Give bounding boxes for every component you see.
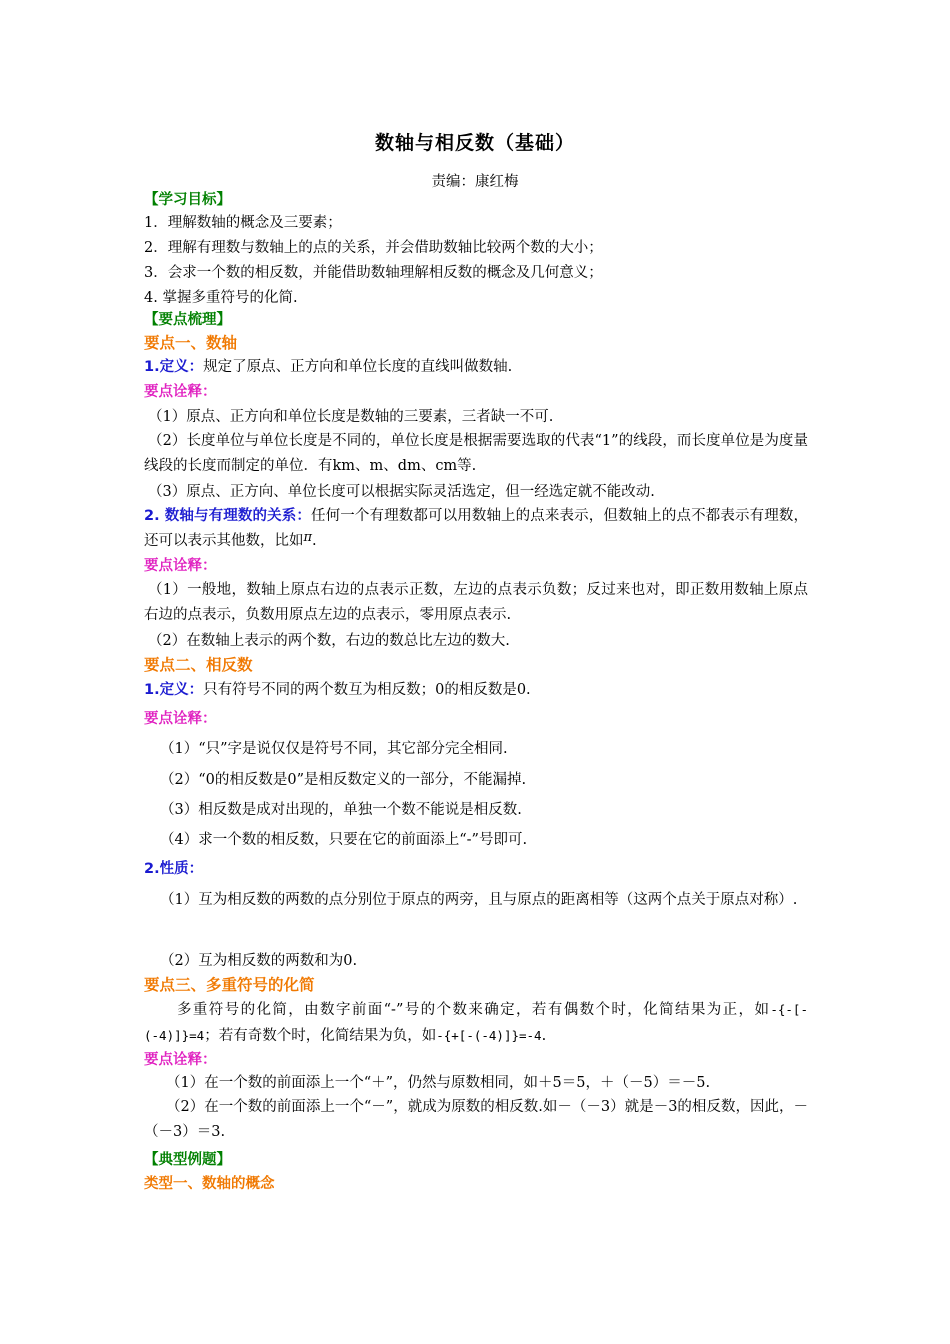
type1-heading: 类型一、数轴的概念 (144, 1176, 275, 1192)
pi-symbol: π (303, 530, 313, 545)
note-item: （4）求一个数的相反数，只要在它的前面添上“-”号即可. (160, 832, 528, 848)
page-title: 数轴与相反数（基础） (374, 132, 575, 154)
section1-note2-label: 要点诠释： (144, 558, 217, 574)
note-item: （1）原点、正方向和单位长度是数轴的三要素，三者缺一不可. (148, 409, 554, 425)
note-item: （2）在一个数的前面添上一个“－”，就成为原数的相反数.如－（－3）就是－3的相反数，因此，－（－3）＝3. (144, 1099, 808, 1140)
section3-text: 多重符号的化简，由数字前面“-”号的个数来确定，若有偶数个时，化简结果为正，如-{-[-(-4)]}=4；若有奇数个时，化简结果为负，如-{+[-(-4)]}=-4. (144, 1002, 808, 1044)
goal-item: 3．会求一个数的相反数，并能借助数轴理解相反数的概念及几何意义； (144, 265, 603, 281)
points-heading: 【要点梳理】 (144, 312, 231, 328)
goal-item: 2．理解有理数与数轴上的点的关系，并会借助数轴比较两个数的大小； (144, 240, 603, 256)
section2-definition: 1.定义：只有符号不同的两个数互为相反数；0的相反数是0. (144, 682, 531, 698)
goal-item: 4. 掌握多重符号的化简. (144, 290, 298, 306)
note-item: （3）原点、正方向、单位长度可以根据实际灵活选定，但一经选定就不能改动. (148, 484, 655, 500)
section3-note-label: 要点诠释： (144, 1052, 217, 1068)
note-item: （2）长度单位与单位长度是不同的，单位长度是根据需要选取的代表“1”的线段，而长度单位是为度量线段的长度而制定的单位．有km、m、dm、cm等. (144, 433, 808, 474)
section1-definition: 1.定义：规定了原点、正方向和单位长度的直线叫做数轴. (144, 359, 513, 375)
section2-heading: 要点二、相反数 (144, 656, 253, 674)
section3-heading: 要点三、多重符号的化简 (144, 976, 315, 994)
note-item: （2）“0的相反数是0”是相反数定义的一部分，不能漏掉. (160, 772, 527, 788)
note-item: （3）相反数是成对出现的，单独一个数不能说是相反数. (160, 802, 522, 818)
section2-property-label: 2.性质： (144, 861, 204, 877)
section1-note-label: 要点诠释： (144, 384, 217, 400)
section2-note-label: 要点诠释： (144, 711, 217, 727)
goal-item: 1．理解数轴的概念及三要素； (144, 215, 342, 231)
expression: -{-[-(-4)]}=4 (144, 1002, 808, 1043)
examples-heading: 【典型例题】 (144, 1152, 231, 1168)
editor-credit: 责编：康红梅 (431, 174, 519, 190)
property-item: （1）互为相反数的两数的点分别位于原点的两旁，且与原点的距离相等（这两个点关于原点对称）. (160, 892, 798, 908)
goals-heading: 【学习目标】 (144, 192, 231, 208)
rational-relation: 2. 数轴与有理数的关系：任何一个有理数都可以用数轴上的点来表示，但数轴上的点不都表示有理数，还可以表示其他数，比如π. (144, 508, 808, 549)
note-item: （1）一般地，数轴上原点右边的点表示正数，左边的点表示负数；反过来也对，即正数用数轴上原点右边的点表示，负数用原点左边的点表示，零用原点表示. (144, 582, 808, 623)
note-item: （2）在数轴上表示的两个数，右边的数总比左边的数大. (148, 633, 510, 649)
expression: -{+[-(-4)]}=-4 (436, 1028, 542, 1043)
section1-heading: 要点一、数轴 (144, 334, 238, 352)
note-item: （1）在一个数的前面添上一个“＋”，仍然与原数相同，如＋5＝5，＋（－5）＝－5. (166, 1075, 711, 1091)
note-item: （1）“只”字是说仅仅是符号不同，其它部分完全相同. (160, 741, 508, 757)
property-item: （2）互为相反数的两数和为0. (160, 953, 358, 969)
